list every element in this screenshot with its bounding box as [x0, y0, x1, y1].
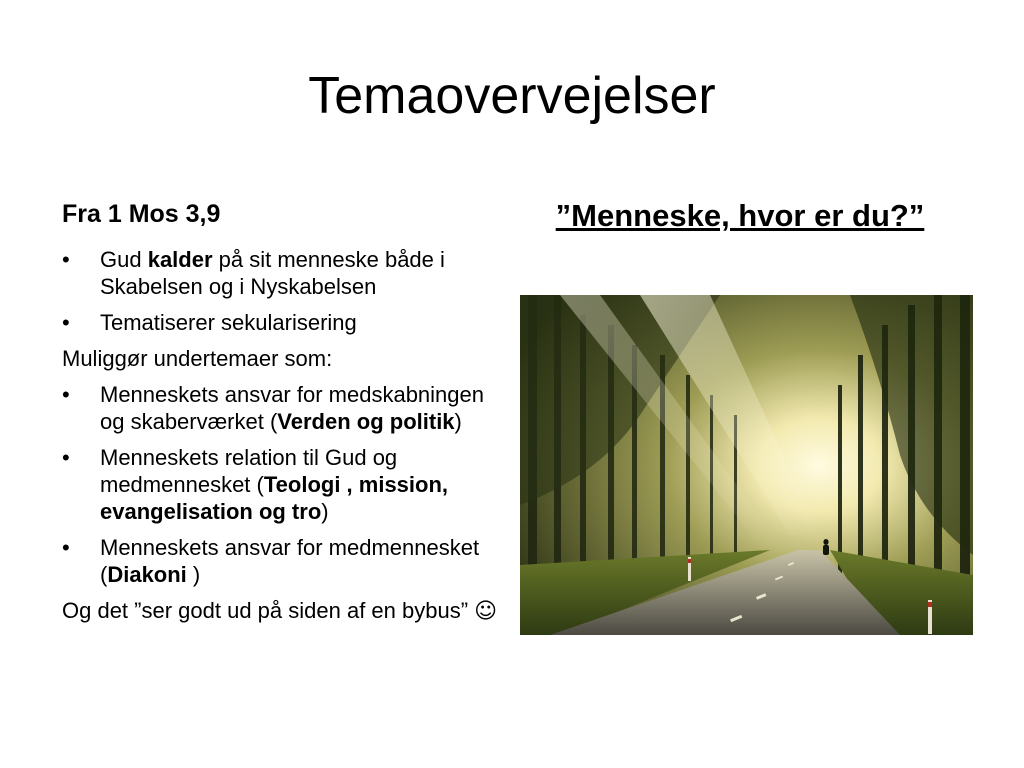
bullet-bold-text: Teologi , mission, evangelisation og tro: [100, 472, 449, 524]
bullet-text: Gud: [100, 247, 148, 272]
bullet-bold-text: Verden og politik: [277, 409, 455, 434]
bullet-text: ): [186, 562, 201, 587]
bullet-text: ): [454, 409, 462, 434]
slide-title: Temaovervejelser: [308, 67, 716, 125]
bullet-marker: •: [62, 310, 70, 335]
bullet-marker: •: [62, 535, 70, 560]
closing-remark: [62, 597, 502, 625]
closing-text: Og det ”ser godt ud på siden af en bybus”: [62, 598, 475, 623]
bullet-marker: •: [62, 445, 70, 470]
left-content: [62, 246, 502, 634]
subthemes-intro: Muliggør undertemaer som:: [62, 346, 333, 371]
bullet-text: Menneskets relation til Gud og medmennesket (: [100, 445, 398, 497]
forest-road-photo: [520, 295, 973, 635]
bullet-item-5: [62, 534, 502, 588]
bullet-text: ): [321, 499, 329, 524]
bullet-item-4: [62, 444, 502, 525]
bullet-marker: •: [62, 382, 70, 407]
bullet-marker: •: [62, 247, 70, 272]
bullet-item-1: [62, 246, 502, 300]
quote-heading: ”Menneske, hvor er du?”: [555, 198, 925, 233]
bullet-item-3: [62, 381, 502, 435]
smiley-icon: ☺: [474, 599, 498, 624]
bullet-text: Tematiserer sekularisering: [100, 310, 357, 335]
left-heading: Fra 1 Mos 3,9: [62, 200, 221, 228]
bullet-bold-text: Diakoni: [107, 562, 187, 587]
bullet-text: Menneskets ansvar for medmennesket (: [100, 535, 480, 587]
bullet-bold-text: kalder: [147, 247, 213, 272]
bullet-item-2: [62, 309, 502, 336]
bullet-text: Menneskets ansvar for medskabningen og skaberværket (: [100, 382, 484, 434]
bullet-text: på sit menneske både i Skabelsen og i Nyskabelsen: [100, 247, 445, 299]
